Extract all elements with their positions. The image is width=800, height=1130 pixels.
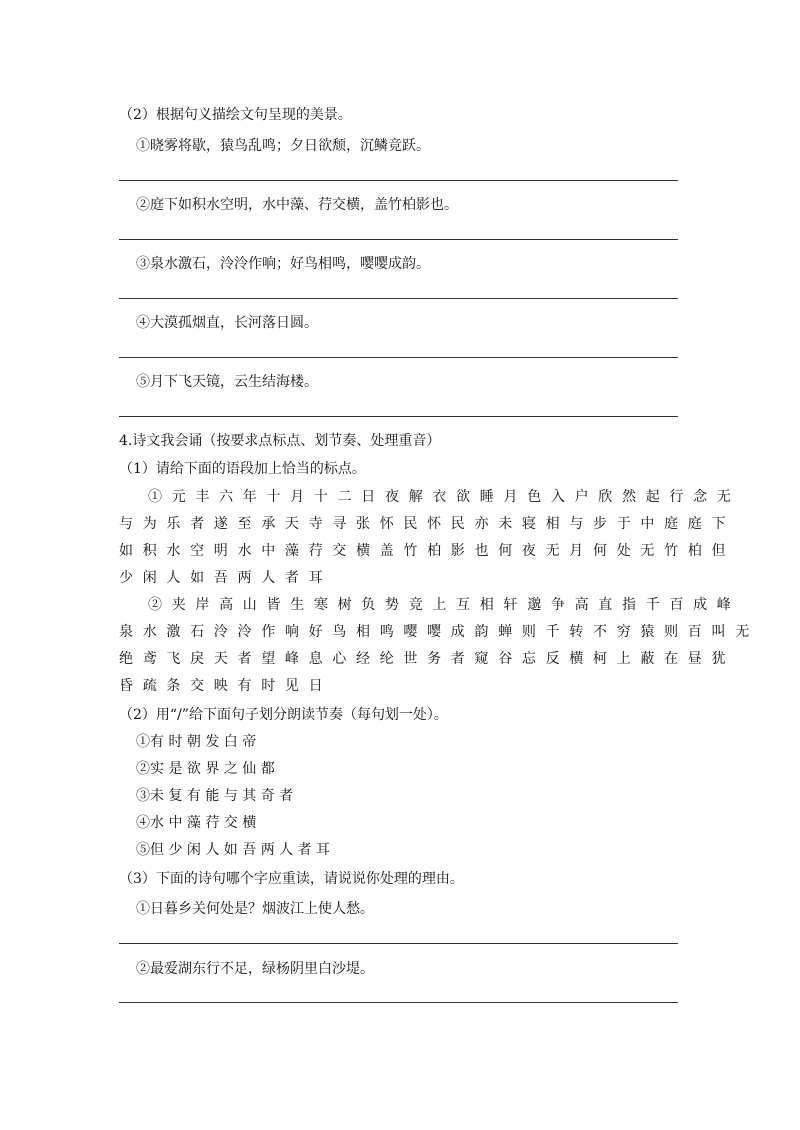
q2-item-4: ④水 中 藻 荇 交 横 (136, 815, 257, 831)
passage2-line-3: 绝鸢飞戾天者望峰息心经纶世务者窥谷忘反横柯上蔽在昼犹 (119, 651, 736, 667)
passage1-line-2: 与为乐者遂至承天寺寻张怀民怀民亦未寝相与步于中庭庭下 (119, 516, 736, 532)
q2-item-1: ①有 时 朝 发 白 帝 (136, 734, 257, 750)
answer-line-4 (119, 357, 678, 358)
part2-item-3: ③泉水激石，泠泠作响；好鸟相鸣，嘤嘤成韵。 (136, 256, 430, 272)
passage1-line-1: ①元丰六年十月十二日夜解衣欲睡月色入户欣然起行念无 (148, 489, 741, 505)
part2-item-2: ②庭下如积水空明，水中藻、荇交横，盖竹柏影也。 (136, 197, 458, 213)
answer-line-1 (119, 180, 678, 181)
q2-item-2: ②实 是 欲 界 之 仙 都 (136, 761, 275, 777)
section4-title: 4.诗文我会诵（按要求点标点、划节奏、处理重音） (119, 433, 441, 449)
part2-item-1: ①晓雾将歇，猿鸟乱鸣；夕日欲颓，沉鳞竞跃。 (136, 138, 430, 154)
answer-line-3 (119, 298, 678, 299)
part2-heading: （2）根据句义描绘文句呈现的美景。 (119, 107, 352, 123)
part2-item-4: ④大漠孤烟直，长河落日圆。 (136, 315, 318, 331)
q3-item-2: ②最爱湖东行不足，绿杨阴里白沙堤。 (136, 961, 374, 977)
answer-line-6 (119, 943, 678, 944)
passage2-line-1: ②夹岸高山皆生寒树负势竞上互相轩邈争高直指千百成峰 (148, 597, 741, 613)
q2-heading: （2）用“/”给下面句子划分朗读节奏（每句划一处）。 (119, 707, 448, 723)
q2-item-3: ③未 复 有 能 与 其 奇 者 (136, 788, 294, 804)
passage1-line-4: 少闲人如吾两人者耳 (119, 570, 333, 586)
q2-item-5: ⑤但 少 闲 人 如 吾 两 人 者 耳 (136, 842, 331, 858)
answer-line-2 (119, 239, 678, 240)
passage1-line-3: 如积水空明水中藻荇交横盖竹柏影也何夜无月何处无竹柏但 (119, 543, 736, 559)
part2-item-5: ⑤月下飞天镜，云生结海楼。 (136, 374, 318, 390)
answer-line-5 (119, 416, 678, 417)
q3-heading: （3）下面的诗句哪个字应重读，请说说你处理的理由。 (119, 871, 464, 887)
q1-heading: （1）请给下面的语段加上恰当的标点。 (119, 461, 366, 477)
q3-item-1: ①日暮乡关何处是？烟波江上使人愁。 (136, 901, 374, 917)
answer-line-7 (119, 1002, 678, 1003)
passage2-line-4: 昏疏条交映有时见日 (119, 678, 333, 694)
passage2-line-2: 泉水激石泠泠作响好鸟相鸣嘤嘤成韵蝉则千转不穷猿则百叫无 (119, 624, 759, 640)
